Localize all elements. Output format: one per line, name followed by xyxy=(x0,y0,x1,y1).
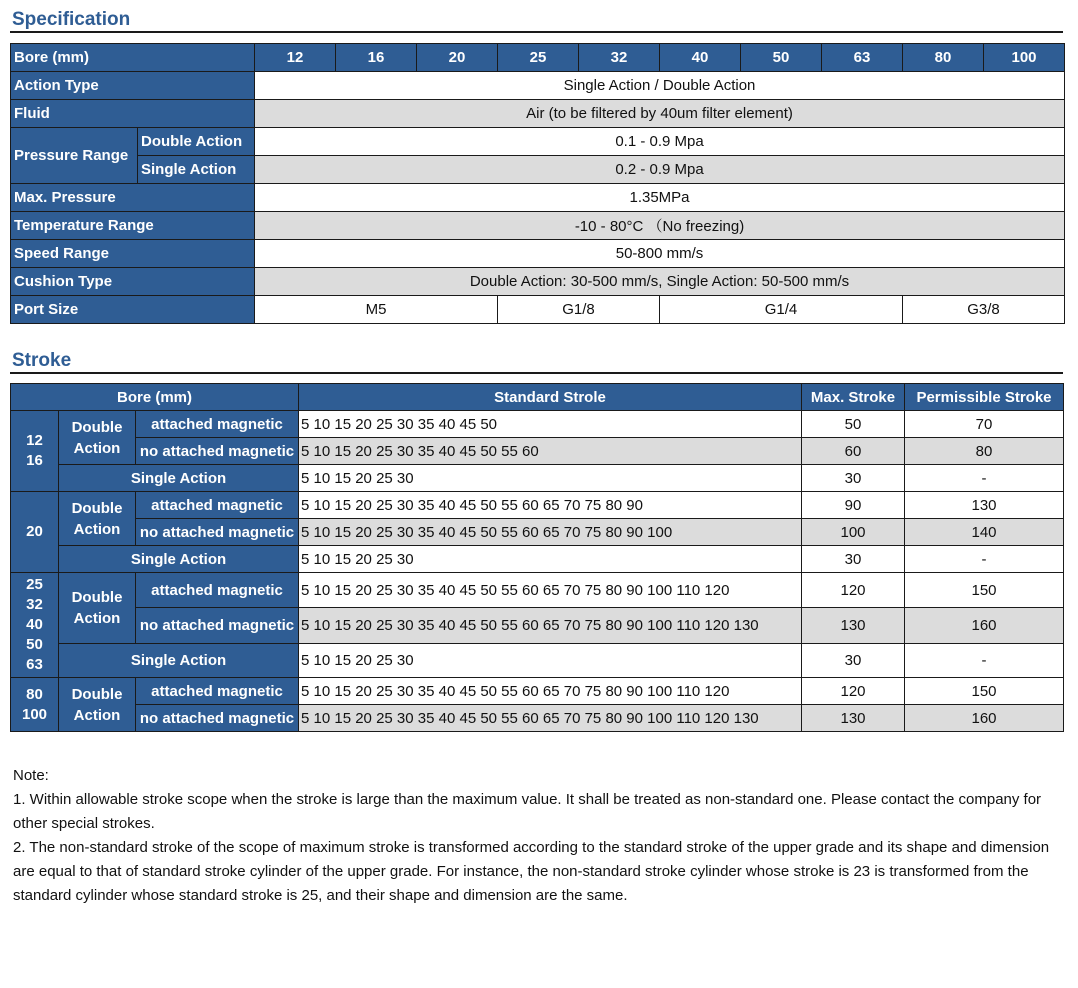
double-action-line: Action xyxy=(73,609,121,627)
spec-bore-value: 40 xyxy=(660,44,741,72)
double-action-line: Double xyxy=(71,685,123,703)
stroke-bore-value: 25 xyxy=(26,576,43,593)
max-stroke-value: 30 xyxy=(802,546,905,573)
spec-bore-value: 80 xyxy=(903,44,984,72)
max-stroke-value: 120 xyxy=(802,678,905,705)
spec-temperature-row xyxy=(11,212,1065,240)
stroke-row xyxy=(11,678,1064,705)
stroke-row xyxy=(11,643,1064,677)
stroke-bore-value: 63 xyxy=(26,656,43,673)
cushion-value: Double Action: 30-500 mm/s, Single Action: 50-500 mm/s xyxy=(255,268,1065,296)
stroke-bore-value: 32 xyxy=(26,596,43,613)
spec-bore-value: 16 xyxy=(336,44,417,72)
stroke-bore-value: 16 xyxy=(26,452,43,469)
double-action-line: Action xyxy=(73,706,121,724)
stroke-permissible-header: Permissible Stroke xyxy=(905,384,1064,411)
standard-stroke-value: 5 10 15 20 25 30 35 40 45 50 55 60 65 70 75 80 90 100 110 120 130 xyxy=(299,705,802,732)
permissible-stroke-value: 150 xyxy=(905,678,1064,705)
spec-bore-value: 50 xyxy=(741,44,822,72)
stroke-row xyxy=(11,519,1064,546)
single-action-label: Single Action xyxy=(59,643,299,677)
max-stroke-value: 120 xyxy=(802,573,905,608)
spec-pressure-single-row xyxy=(11,156,1065,184)
permissible-stroke-value: 160 xyxy=(905,705,1064,732)
spec-bore-value: 100 xyxy=(984,44,1065,72)
standard-stroke-value: 5 10 15 20 25 30 35 40 45 50 55 60 65 70 75 80 90 100 110 120 xyxy=(299,678,802,705)
standard-stroke-value: 5 10 15 20 25 30 35 40 45 50 55 60 65 70 75 80 90 100 110 120 xyxy=(299,573,802,608)
stroke-rule xyxy=(10,372,1063,374)
port-size-value: G1/8 xyxy=(498,296,660,324)
note-item: 1. Within allowable stroke scope when the stroke is large than the maximum value. It shall be treated as non-standard one. Please contact the company for other special strokes. xyxy=(13,791,1042,832)
stroke-row xyxy=(11,705,1064,732)
max-pressure-label: Max. Pressure xyxy=(11,184,255,212)
permissible-stroke-value: 70 xyxy=(905,411,1064,438)
speed-value: 50-800 mm/s xyxy=(255,240,1065,268)
notes-heading: Note: xyxy=(13,767,49,784)
stroke-bore-cell xyxy=(11,678,59,732)
port-size-label: Port Size xyxy=(11,296,255,324)
temperature-label: Temperature Range xyxy=(11,212,255,240)
spec-action-type-row xyxy=(11,72,1065,100)
stroke-row xyxy=(11,608,1064,643)
standard-stroke-value: 5 10 15 20 25 30 35 40 45 50 55 60 65 70 75 80 90 100 110 120 130 xyxy=(299,608,802,643)
pressure-double-label: Double Action xyxy=(138,128,255,156)
attached-magnetic-label: attached magnetic xyxy=(136,678,299,705)
spec-bore-value: 32 xyxy=(579,44,660,72)
stroke-bore-value: 50 xyxy=(26,636,43,653)
spec-cushion-row xyxy=(11,268,1065,296)
standard-stroke-value: 5 10 15 20 25 30 35 40 45 50 55 60 xyxy=(299,438,802,465)
max-stroke-value: 130 xyxy=(802,705,905,732)
stroke-row xyxy=(11,492,1064,519)
temperature-value: -10 - 80°C （No freezing) xyxy=(255,212,1065,240)
double-action-line: Action xyxy=(73,520,121,538)
max-pressure-value: 1.35MPa xyxy=(255,184,1065,212)
no-attached-magnetic-label: no attached magnetic xyxy=(136,705,299,732)
standard-stroke-value: 5 10 15 20 25 30 35 40 45 50 55 60 65 70 75 80 90 100 xyxy=(299,519,802,546)
stroke-bore-header: Bore (mm) xyxy=(11,384,299,411)
stroke-title: Stroke xyxy=(12,350,72,371)
port-size-value: M5 xyxy=(255,296,498,324)
no-attached-magnetic-label: no attached magnetic xyxy=(136,519,299,546)
standard-stroke-value: 5 10 15 20 25 30 xyxy=(299,546,802,573)
stroke-header-row xyxy=(11,384,1064,411)
stroke-standard-header: Standard Strole xyxy=(299,384,802,411)
standard-stroke-value: 5 10 15 20 25 30 35 40 45 50 xyxy=(299,411,802,438)
pressure-range-label: Pressure Range xyxy=(11,128,138,184)
stroke-bore-cell xyxy=(11,411,59,492)
port-size-value: G1/4 xyxy=(660,296,903,324)
fluid-value: Air (to be filtered by 40um filter element) xyxy=(255,100,1065,128)
spec-bore-label: Bore (mm) xyxy=(11,44,255,72)
spec-bore-value: 63 xyxy=(822,44,903,72)
cushion-label: Cushion Type xyxy=(11,268,255,296)
spec-fluid-row xyxy=(11,100,1065,128)
action-type-value: Single Action / Double Action xyxy=(255,72,1065,100)
stroke-row xyxy=(11,411,1064,438)
standard-stroke-value: 5 10 15 20 25 30 xyxy=(299,465,802,492)
stroke-row xyxy=(11,546,1064,573)
stroke-double-action-cell xyxy=(59,573,136,644)
stroke-row xyxy=(11,438,1064,465)
permissible-stroke-value: 130 xyxy=(905,492,1064,519)
double-action-line: Double xyxy=(71,418,123,436)
attached-magnetic-label: attached magnetic xyxy=(136,411,299,438)
spec-bore-row xyxy=(11,44,1065,72)
stroke-row xyxy=(11,573,1064,608)
permissible-stroke-value: - xyxy=(905,465,1064,492)
pressure-double-value: 0.1 - 0.9 Mpa xyxy=(255,128,1065,156)
stroke-double-action-cell xyxy=(59,492,136,546)
stroke-bore-value: 20 xyxy=(26,523,43,540)
speed-label: Speed Range xyxy=(11,240,255,268)
permissible-stroke-value: - xyxy=(905,546,1064,573)
max-stroke-value: 50 xyxy=(802,411,905,438)
stroke-double-action-cell xyxy=(59,678,136,732)
double-action-line: Action xyxy=(73,439,121,457)
max-stroke-value: 90 xyxy=(802,492,905,519)
max-stroke-value: 100 xyxy=(802,519,905,546)
permissible-stroke-value: 150 xyxy=(905,573,1064,608)
spec-max-pressure-row xyxy=(11,184,1065,212)
permissible-stroke-value: 160 xyxy=(905,608,1064,643)
attached-magnetic-label: attached magnetic xyxy=(136,573,299,608)
permissible-stroke-value: 140 xyxy=(905,519,1064,546)
pressure-single-value: 0.2 - 0.9 Mpa xyxy=(255,156,1065,184)
standard-stroke-value: 5 10 15 20 25 30 35 40 45 50 55 60 65 70 75 80 90 xyxy=(299,492,802,519)
specification-title: Specification xyxy=(12,9,131,30)
max-stroke-value: 30 xyxy=(802,643,905,677)
double-action-line: Double xyxy=(71,588,123,606)
spec-bore-value: 25 xyxy=(498,44,579,72)
stroke-bore-cell xyxy=(11,573,59,678)
spec-bore-value: 12 xyxy=(255,44,336,72)
max-stroke-value: 30 xyxy=(802,465,905,492)
specification-table xyxy=(10,43,1065,324)
max-stroke-value: 60 xyxy=(802,438,905,465)
stroke-table xyxy=(10,383,1064,732)
stroke-bore-value: 40 xyxy=(26,616,43,633)
standard-stroke-value: 5 10 15 20 25 30 xyxy=(299,643,802,677)
stroke-max-header: Max. Stroke xyxy=(802,384,905,411)
double-action-line: Double xyxy=(71,499,123,517)
fluid-label: Fluid xyxy=(11,100,255,128)
attached-magnetic-label: attached magnetic xyxy=(136,492,299,519)
single-action-label: Single Action xyxy=(59,465,299,492)
single-action-label: Single Action xyxy=(59,546,299,573)
stroke-double-action-cell xyxy=(59,411,136,465)
stroke-row xyxy=(11,465,1064,492)
permissible-stroke-value: - xyxy=(905,643,1064,677)
spec-speed-row xyxy=(11,240,1065,268)
stroke-bore-value: 80 xyxy=(26,685,43,703)
permissible-stroke-value: 80 xyxy=(905,438,1064,465)
stroke-bore-value: 100 xyxy=(21,705,48,723)
spec-port-size-row xyxy=(11,296,1065,324)
note-item: 2. The non-standard stroke of the scope of maximum stroke is transformed according to the standard stroke of the upper grade and its shape and dimension are equal to that of standard stroke cylinder of the upper grade. For instance, the non-standard stroke cylinder whose stroke is 23 is transformed from the standard cylinder whose standard stroke is 25, and their shape and dimension are the same. xyxy=(13,839,1050,904)
stroke-bore-value: 12 xyxy=(26,432,43,449)
spec-pressure-double-row xyxy=(11,128,1065,156)
action-type-label: Action Type xyxy=(11,72,255,100)
specification-rule xyxy=(10,31,1063,33)
port-size-value: G3/8 xyxy=(903,296,1065,324)
no-attached-magnetic-label: no attached magnetic xyxy=(136,608,299,643)
no-attached-magnetic-label: no attached magnetic xyxy=(136,438,299,465)
pressure-single-label: Single Action xyxy=(138,156,255,184)
spec-bore-value: 20 xyxy=(417,44,498,72)
stroke-bore-cell xyxy=(11,492,59,573)
notes-section xyxy=(13,764,1053,908)
max-stroke-value: 130 xyxy=(802,608,905,643)
